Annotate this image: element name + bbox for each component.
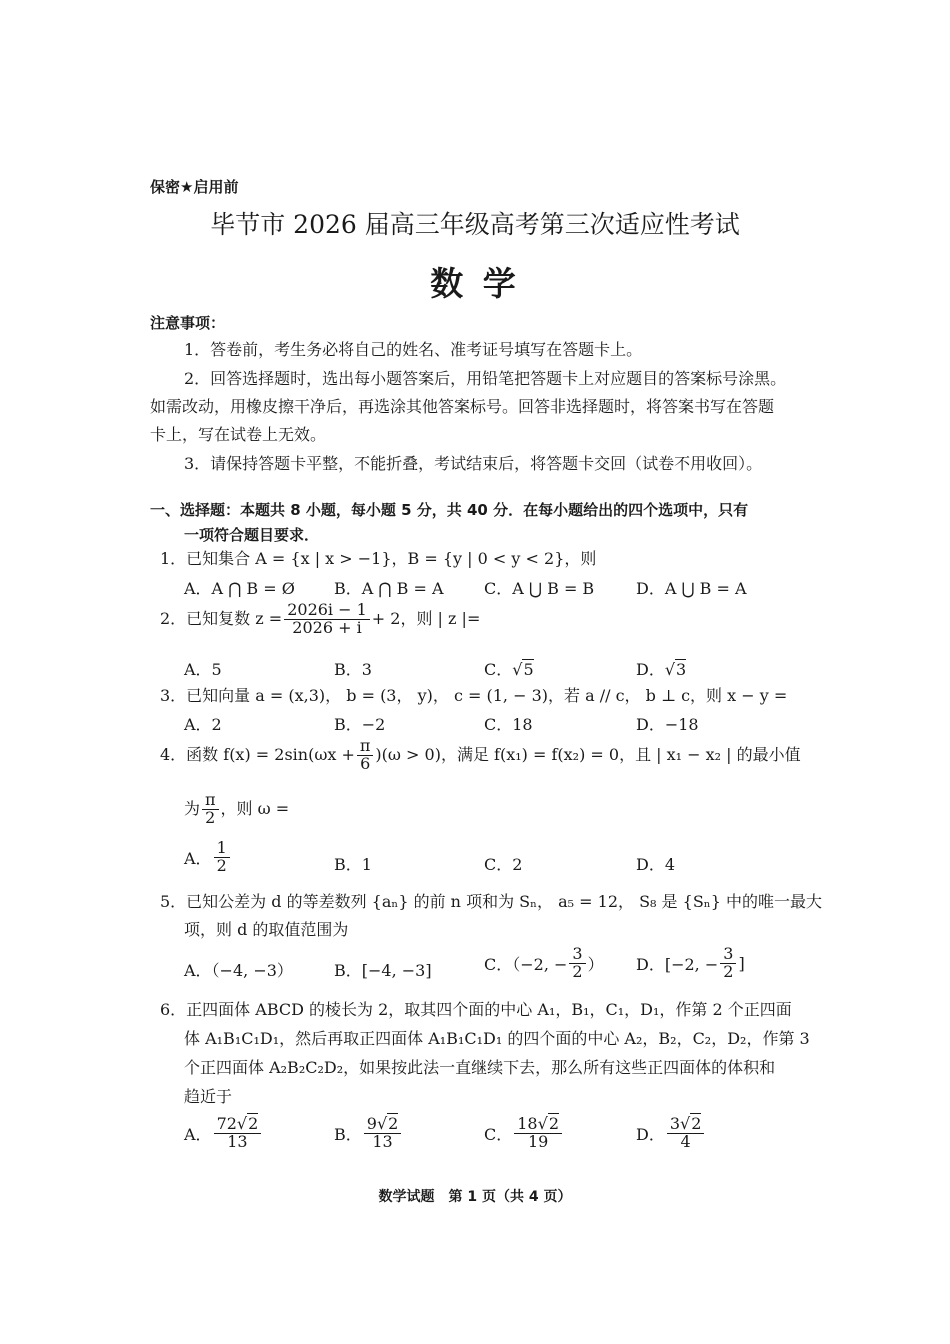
q1-option-c[interactable]: C．A ⋃ B = B [484, 579, 595, 598]
note-line: 2．回答选择题时，选出每小题答案后，用铅笔把答题卡上对应题目的答案标号涂黑。 [184, 369, 787, 388]
q5-option-d-denominator: 2 [723, 961, 734, 981]
q4-option-c[interactable]: C．2 [484, 855, 523, 874]
question-5-stem-cont: 项，则 d 的取值范围为 [184, 920, 349, 939]
q5-option-c-prefix: C．（−2, − [484, 954, 568, 974]
q6-option-c-coef: 18 [517, 1114, 538, 1133]
q6-option-b-radicand: 2 [388, 1114, 399, 1133]
q5-option-c[interactable] [484, 946, 604, 981]
q6-option-b-fraction [364, 1116, 402, 1151]
q5-option-d[interactable] [636, 946, 745, 981]
q6-option-d[interactable] [636, 1116, 706, 1151]
q4-mid: )(ω > 0)，满足 f(x₁) = f(x₂) = 0，且 | x₁ − x₂ | 的最小值 [375, 745, 801, 765]
question-6-stem-cont: 趋近于 [184, 1087, 233, 1106]
page-footer: 数学试题 第 1 页（共 4 页） [378, 1189, 572, 1205]
q2-option-d[interactable]: D．√3 [636, 660, 687, 679]
q6-option-a[interactable] [184, 1116, 263, 1151]
q5-option-d-suffix: ] [738, 953, 745, 973]
q6-option-b-coef: 9 [366, 1114, 377, 1133]
q6-option-a-fraction [214, 1116, 262, 1151]
q3-option-a[interactable]: A．2 [184, 715, 222, 734]
q6-option-c-label: C． [484, 1124, 513, 1144]
q2-option-c-label: C． [484, 660, 513, 679]
q1-option-a[interactable]: A．A ⋂ B = Ø [184, 579, 295, 598]
q2-prefix: 2．已知复数 z = [160, 609, 283, 629]
q6-option-d-label: D． [636, 1124, 665, 1144]
q2-numerator: 2026i − 1 [284, 602, 370, 620]
q4-option-a-denominator: 2 [216, 855, 227, 875]
q2-option-c-radicand: 5 [523, 660, 534, 679]
q4-option-a-label: A． [184, 848, 212, 868]
q4-option-a[interactable] [184, 840, 232, 875]
question-4-line2 [184, 792, 289, 827]
q2-suffix: + 2，则 | z |= [371, 609, 481, 629]
q6-option-c[interactable] [484, 1116, 564, 1151]
q4-line2-fraction [202, 792, 219, 827]
q6-option-b-numerator: 9√2 [364, 1116, 402, 1134]
q4-option-d[interactable]: D．4 [636, 855, 676, 874]
q6-option-d-fraction [667, 1116, 705, 1151]
q4-pi-fraction [357, 738, 374, 773]
question-1-stem: 1．已知集合 A = {x | x > −1}，B = {y | 0 < y < 2}，则 [160, 549, 597, 568]
q6-option-c-denominator: 19 [527, 1131, 549, 1151]
question-3-stem: 3．已知向量 a = (x,3)， b = (3， y)， c = (1, − 3)，若 a // c， b ⊥ c，则 x − y = [160, 686, 788, 705]
q5-option-c-denominator: 2 [572, 961, 583, 981]
note-line: 卡上，写在试卷上无效。 [150, 425, 327, 444]
q6-option-c-numerator: 18√2 [514, 1116, 562, 1134]
q4-line2-numerator: π [202, 792, 219, 810]
q6-option-c-fraction [514, 1116, 562, 1151]
q6-option-a-radicand: 2 [248, 1114, 259, 1133]
q2-option-d-label: D． [636, 660, 665, 679]
q4-line2-prefix: 为 [184, 799, 201, 819]
confidential-label: 保密★启用前 [150, 178, 239, 196]
question-5-stem: 5．已知公差为 d 的等差数列 {aₙ} 的前 n 项和为 Sₙ， a₅ = 12， S₈ 是 {Sₙ} 中的唯一最大 [160, 892, 822, 911]
q6-option-d-coef: 3 [669, 1114, 681, 1133]
question-4-stem [160, 738, 801, 773]
q2-option-b[interactable]: B．3 [334, 660, 372, 679]
q4-option-b[interactable]: B．1 [334, 855, 372, 874]
q6-option-b-label: B． [334, 1124, 362, 1144]
q1-option-d[interactable]: D．A ⋃ B = A [636, 579, 747, 598]
notes-heading: 注意事项： [150, 314, 226, 332]
q5-option-b[interactable]: B．[−4, −3] [334, 961, 432, 980]
note-line: 如需改动，用橡皮擦干净后，再选涂其他答案标号。回答非选择题时，将答案书写在答题 [150, 397, 775, 416]
exam-title: 毕节市 2026 届高三年级高考第三次适应性考试 [210, 210, 740, 239]
question-6-stem-cont: 体 A₁B₁C₁D₁，然后再取正四面体 A₁B₁C₁D₁ 的四个面的中心 A₂，B₂，C₂，D₂，作第 3 [184, 1029, 810, 1048]
q5-option-c-suffix: ） [587, 954, 604, 974]
q5-option-c-numerator: 3 [569, 946, 585, 964]
q4-line2-denominator: 2 [205, 807, 216, 827]
q2-option-d-radicand: 3 [676, 660, 687, 679]
q4-option-a-numerator: 1 [214, 840, 230, 858]
q1-option-b[interactable]: B．A ⋂ B = A [334, 579, 444, 598]
q6-option-d-denominator: 4 [680, 1131, 691, 1151]
note-line: 1．答卷前，考生务必将自己的姓名、准考证号填写在答题卡上。 [184, 340, 643, 359]
q6-option-b[interactable] [334, 1116, 403, 1151]
q6-option-b-denominator: 13 [372, 1131, 393, 1151]
subject-title: 数 学 [430, 264, 520, 303]
q3-option-b[interactable]: B．−2 [334, 715, 386, 734]
q5-option-a[interactable]: A．（−4, −3） [184, 961, 293, 980]
question-6-stem-cont: 个正四面体 A₂B₂C₂D₂，如果按此法一直继续下去，那么所有这些正四面体的体积和 [184, 1058, 776, 1077]
q5-option-d-numerator: 3 [720, 946, 736, 964]
q6-option-a-coef: 72 [216, 1114, 237, 1133]
question-2-stem [160, 602, 480, 637]
q6-option-c-radicand: 2 [548, 1114, 559, 1133]
section-heading: 一、选择题：本题共 8 小题，每小题 5 分，共 40 分．在每小题给出的四个选项中，只有 [150, 501, 749, 519]
q4-line2-suffix: ，则 ω = [220, 799, 290, 819]
q4-pi-numerator: π [357, 738, 374, 756]
q6-option-a-label: A． [184, 1124, 212, 1144]
q5-option-d-fraction [720, 946, 736, 981]
q6-option-d-radicand: 2 [691, 1114, 702, 1133]
q5-option-c-fraction [569, 946, 585, 981]
q6-option-a-numerator: 72√2 [214, 1116, 262, 1134]
note-line: 3．请保持答题卡平整，不能折叠，考试结束后，将答题卡交回（试卷不用收回）。 [184, 454, 763, 473]
q5-option-d-prefix: D．[−2, − [636, 954, 719, 974]
q4-prefix: 4．函数 f(x) = 2sin(ωx + [160, 745, 355, 765]
section-heading-cont: 一项符合题目要求． [184, 526, 320, 544]
q3-option-d[interactable]: D．−18 [636, 715, 699, 734]
q2-option-c[interactable]: C．√5 [484, 660, 534, 679]
q4-option-a-fraction [214, 840, 230, 875]
q2-fraction [284, 602, 370, 637]
q4-pi-denominator: 6 [360, 753, 371, 773]
q2-denominator: 2026 + i [292, 617, 362, 637]
q6-option-a-denominator: 13 [227, 1131, 248, 1151]
q2-option-a[interactable]: A．5 [184, 660, 222, 679]
question-6-stem: 6．正四面体 ABCD 的棱长为 2，取其四个面的中心 A₁，B₁，C₁，D₁，作第 2 个正四面 [160, 1000, 792, 1019]
q3-option-c[interactable]: C．18 [484, 715, 533, 734]
q6-option-d-numerator: 3√2 [667, 1116, 705, 1134]
